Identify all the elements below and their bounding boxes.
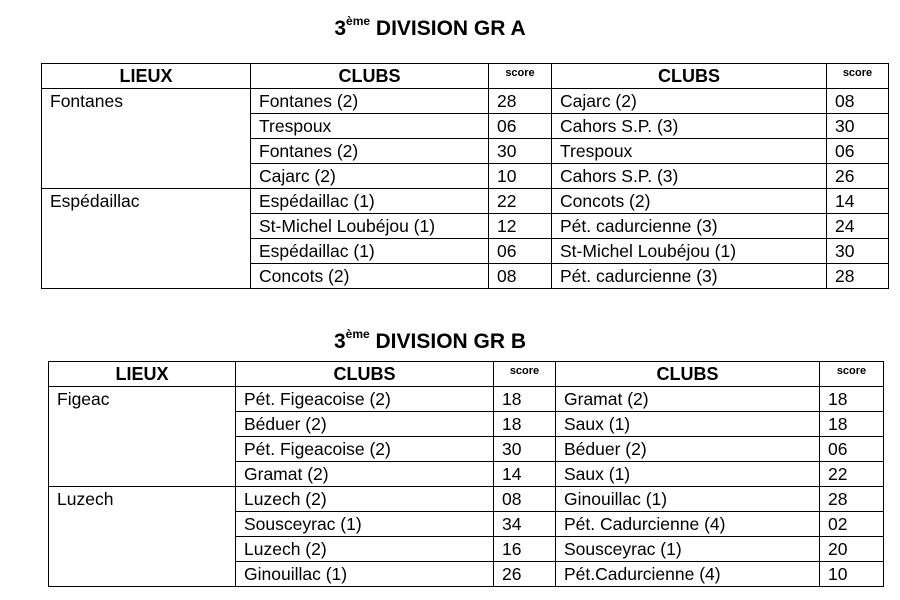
table-header-row: [49, 362, 884, 387]
club-away-cell: Concots (2): [552, 189, 827, 214]
table-row: [42, 89, 889, 114]
club-away-cell: Cajarc (2): [552, 89, 827, 114]
lieu-cell: Figeac: [49, 387, 236, 412]
score-away-cell: 22: [820, 462, 884, 487]
group-b-title-sup: ème: [345, 327, 370, 341]
table-row: [49, 562, 884, 587]
score-away-cell: 10: [820, 562, 884, 587]
table-row: [42, 264, 889, 289]
group-b-title-rest: DIVISION GR B: [369, 330, 527, 353]
club-home-cell: Fontanes (2): [251, 89, 489, 114]
lieu-cell: [49, 537, 236, 562]
table-row: [49, 537, 884, 562]
club-home-cell: Pét. Figeacoise (2): [236, 437, 494, 462]
lieu-cell: [49, 412, 236, 437]
score-home-cell: 10: [489, 164, 552, 189]
score-home-cell: 06: [489, 239, 552, 264]
club-away-cell: Sousceyrac (1): [556, 537, 820, 562]
club-home-cell: Pét. Figeacoise (2): [236, 387, 494, 412]
group-a-title-sup: ème: [346, 14, 371, 28]
lieu-cell: [49, 512, 236, 537]
club-home-cell: Béduer (2): [236, 412, 494, 437]
group-b-rows: [49, 387, 884, 587]
score-away-cell: 18: [820, 412, 884, 437]
header-score: score: [489, 64, 552, 89]
club-away-cell: St-Michel Loubéjou (1): [552, 239, 827, 264]
score-home-cell: 08: [489, 264, 552, 289]
score-home-cell: 14: [494, 462, 556, 487]
club-away-cell: Trespoux: [552, 139, 827, 164]
group-a-results-table: [41, 63, 889, 289]
lieu-cell: [42, 239, 251, 264]
lieu-cell: [42, 164, 251, 189]
score-home-cell: 16: [494, 537, 556, 562]
score-away-cell: 26: [827, 164, 889, 189]
header-clubs: CLUBS: [552, 64, 827, 89]
score-home-cell: 08: [494, 487, 556, 512]
score-home-cell: 28: [489, 89, 552, 114]
club-home-cell: Luzech (2): [236, 487, 494, 512]
club-away-cell: Saux (1): [556, 412, 820, 437]
club-away-cell: Pét. cadurcienne (3): [552, 214, 827, 239]
club-home-cell: Gramat (2): [236, 462, 494, 487]
score-away-cell: 28: [820, 487, 884, 512]
lieu-cell: [42, 264, 251, 289]
group-a-title: [0, 10, 860, 42]
score-home-cell: 18: [494, 412, 556, 437]
table-row: [49, 437, 884, 462]
score-away-cell: 06: [827, 139, 889, 164]
club-home-cell: Espédaillac (1): [251, 239, 489, 264]
header-score: score: [827, 64, 889, 89]
score-home-cell: 06: [489, 114, 552, 139]
header-clubs: CLUBS: [251, 64, 489, 89]
score-away-cell: 14: [827, 189, 889, 214]
score-home-cell: 26: [494, 562, 556, 587]
table-header-row: [42, 64, 889, 89]
score-home-cell: 18: [494, 387, 556, 412]
club-away-cell: Pét.Cadurcienne (4): [556, 562, 820, 587]
club-away-cell: Pét. cadurcienne (3): [552, 264, 827, 289]
club-away-cell: Saux (1): [556, 462, 820, 487]
group-b-title-prefix: 3: [333, 330, 346, 353]
lieu-cell: [42, 139, 251, 164]
header-clubs: CLUBS: [556, 362, 820, 387]
lieu-cell: [49, 437, 236, 462]
club-home-cell: Fontanes (2): [251, 139, 489, 164]
group-a-title-prefix: 3: [334, 17, 347, 40]
table-row: [49, 487, 884, 512]
table-row: [42, 139, 889, 164]
club-away-cell: Béduer (2): [556, 437, 820, 462]
club-away-cell: Ginouillac (1): [556, 487, 820, 512]
lieu-cell: Fontanes: [42, 89, 251, 114]
score-away-cell: 30: [827, 239, 889, 264]
group-b-title: [0, 323, 860, 355]
group-b-results-table: [48, 361, 884, 587]
club-home-cell: Trespoux: [251, 114, 489, 139]
table-row: [49, 512, 884, 537]
score-away-cell: 08: [827, 89, 889, 114]
club-away-cell: Cahors S.P. (3): [552, 114, 827, 139]
table-row: [49, 462, 884, 487]
score-away-cell: 18: [820, 387, 884, 412]
header-score: score: [494, 362, 556, 387]
table-row: [42, 114, 889, 139]
club-home-cell: St-Michel Loubéjou (1): [251, 214, 489, 239]
club-home-cell: Luzech (2): [236, 537, 494, 562]
group-a-title-rest: DIVISION GR A: [370, 17, 526, 40]
header-score: score: [820, 362, 884, 387]
table-row: [42, 164, 889, 189]
lieu-cell: [42, 114, 251, 139]
group-a-rows: [42, 89, 889, 289]
club-home-cell: Cajarc (2): [251, 164, 489, 189]
club-home-cell: Ginouillac (1): [236, 562, 494, 587]
score-home-cell: 12: [489, 214, 552, 239]
header-lieux: LIEUX: [49, 362, 236, 387]
club-away-cell: Pét. Cadurcienne (4): [556, 512, 820, 537]
table-row: [42, 214, 889, 239]
score-away-cell: 06: [820, 437, 884, 462]
club-away-cell: Cahors S.P. (3): [552, 164, 827, 189]
club-home-cell: Espédaillac (1): [251, 189, 489, 214]
table-row: [49, 387, 884, 412]
score-home-cell: 34: [494, 512, 556, 537]
score-away-cell: 30: [827, 114, 889, 139]
score-away-cell: 28: [827, 264, 889, 289]
score-away-cell: 20: [820, 537, 884, 562]
lieu-cell: [42, 214, 251, 239]
lieu-cell: [49, 562, 236, 587]
header-clubs: CLUBS: [236, 362, 494, 387]
score-away-cell: 02: [820, 512, 884, 537]
score-home-cell: 30: [494, 437, 556, 462]
club-home-cell: Sousceyrac (1): [236, 512, 494, 537]
lieu-cell: Luzech: [49, 487, 236, 512]
lieu-cell: Espédaillac: [42, 189, 251, 214]
table-row: [42, 239, 889, 264]
table-row: [42, 189, 889, 214]
table-row: [49, 412, 884, 437]
club-away-cell: Gramat (2): [556, 387, 820, 412]
score-home-cell: 30: [489, 139, 552, 164]
club-home-cell: Concots (2): [251, 264, 489, 289]
score-home-cell: 22: [489, 189, 552, 214]
lieu-cell: [49, 462, 236, 487]
score-away-cell: 24: [827, 214, 889, 239]
header-lieux: LIEUX: [42, 64, 251, 89]
